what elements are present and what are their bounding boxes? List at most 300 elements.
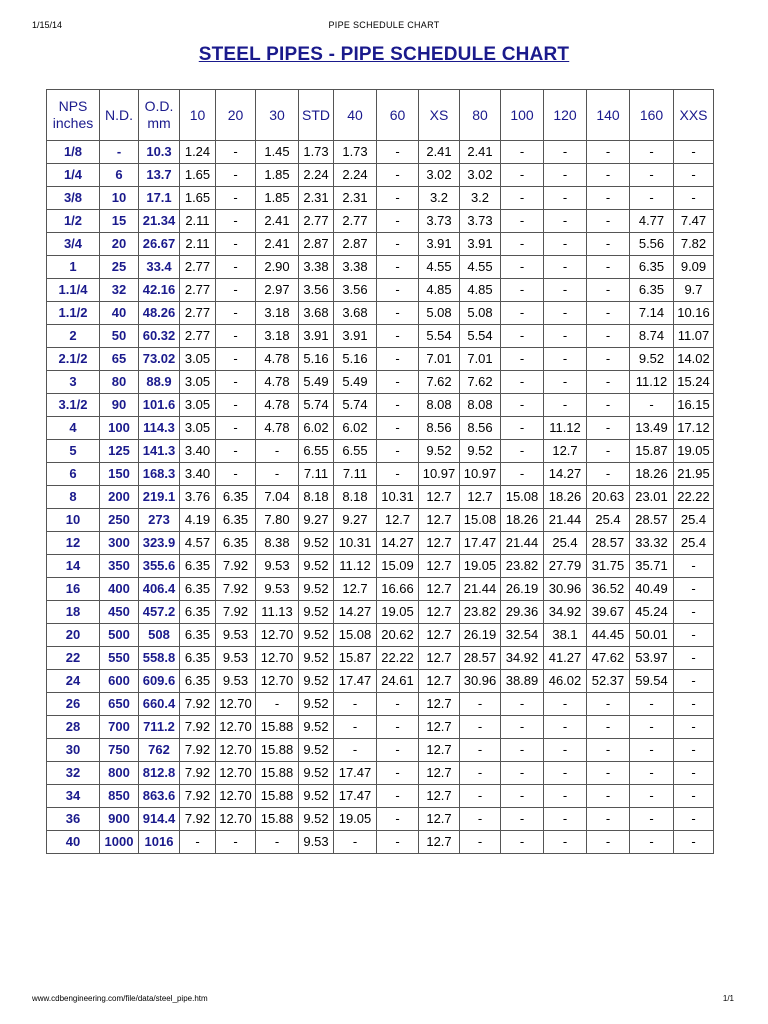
row-key-cell: 700 (100, 716, 139, 739)
table-cell: 4.78 (256, 371, 299, 394)
table-cell: 9.09 (674, 256, 714, 279)
table-cell: 7.92 (180, 785, 216, 808)
column-header: XXS (674, 90, 714, 141)
table-cell: 3.91 (460, 233, 501, 256)
table-cell: - (587, 463, 630, 486)
table-cell: 12.7 (419, 693, 460, 716)
table-cell: - (256, 440, 299, 463)
row-key-cell: 1016 (139, 831, 180, 854)
table-cell: - (377, 693, 419, 716)
print-date: 1/15/14 (32, 20, 63, 30)
table-cell: - (544, 279, 587, 302)
table-cell: 8.08 (419, 394, 460, 417)
table-cell: 25.4 (674, 532, 714, 555)
table-cell: 3.73 (460, 210, 501, 233)
table-cell: 12.7 (419, 486, 460, 509)
table-cell: 12.70 (256, 647, 299, 670)
table-cell: 11.12 (334, 555, 377, 578)
column-header: 120 (544, 90, 587, 141)
table-row (47, 601, 714, 624)
table-cell: - (460, 762, 501, 785)
table-cell: 15.08 (334, 624, 377, 647)
table-cell: 6.35 (216, 486, 256, 509)
table-cell: 12.7 (419, 509, 460, 532)
row-key-cell: 762 (139, 739, 180, 762)
row-key-cell: 10 (100, 187, 139, 210)
table-cell: 25.4 (674, 509, 714, 532)
table-cell: 3.76 (180, 486, 216, 509)
table-cell: 9.52 (460, 440, 501, 463)
table-cell: 12.7 (334, 578, 377, 601)
row-key-cell: 14 (47, 555, 100, 578)
table-cell: - (544, 210, 587, 233)
table-row (47, 187, 714, 210)
table-cell: 28.57 (587, 532, 630, 555)
table-cell: 2.77 (180, 325, 216, 348)
table-cell: - (216, 187, 256, 210)
row-key-cell: 3.1/2 (47, 394, 100, 417)
table-cell: 17.47 (334, 762, 377, 785)
table-cell: - (216, 440, 256, 463)
table-cell: 6.55 (334, 440, 377, 463)
table-cell: 15.88 (256, 762, 299, 785)
table-cell: - (377, 808, 419, 831)
table-cell: 9.52 (630, 348, 674, 371)
table-cell: 9.27 (334, 509, 377, 532)
table-cell: 12.7 (419, 555, 460, 578)
table-cell: 11.12 (630, 371, 674, 394)
table-cell: 34.92 (544, 601, 587, 624)
table-cell: - (377, 785, 419, 808)
row-key-cell: 457.2 (139, 601, 180, 624)
table-cell: - (460, 716, 501, 739)
table-cell: 14.27 (334, 601, 377, 624)
table-header-row (47, 90, 714, 141)
table-cell: 15.88 (256, 716, 299, 739)
table-cell: - (674, 808, 714, 831)
table-cell: 9.53 (256, 555, 299, 578)
table-cell: - (501, 440, 544, 463)
table-cell: - (501, 187, 544, 210)
table-cell: - (544, 233, 587, 256)
table-cell: 6.35 (180, 578, 216, 601)
table-cell: - (377, 279, 419, 302)
footer-url: www.cdbengineering.com/file/data/steel_pipe.htm (32, 994, 208, 1003)
table-cell: 9.53 (216, 624, 256, 647)
table-cell: 12.70 (216, 762, 256, 785)
table-row (47, 302, 714, 325)
table-cell: 7.92 (216, 578, 256, 601)
table-cell: 5.54 (419, 325, 460, 348)
table-cell: - (587, 210, 630, 233)
table-cell: 25.4 (544, 532, 587, 555)
table-cell: - (501, 739, 544, 762)
table-cell: - (630, 394, 674, 417)
table-cell: 9.53 (216, 647, 256, 670)
column-header: 40 (334, 90, 377, 141)
table-cell: 1.85 (256, 187, 299, 210)
table-cell: 4.55 (460, 256, 501, 279)
table-cell: 16.66 (377, 578, 419, 601)
table-cell: - (377, 831, 419, 854)
row-key-cell: 1000 (100, 831, 139, 854)
row-key-cell: 4 (47, 417, 100, 440)
table-cell: 23.01 (630, 486, 674, 509)
table-cell: 17.12 (674, 417, 714, 440)
table-cell: 5.56 (630, 233, 674, 256)
table-cell: 6.02 (299, 417, 334, 440)
table-cell: - (544, 739, 587, 762)
row-key-cell: 40 (100, 302, 139, 325)
table-cell: - (377, 141, 419, 164)
table-cell: 9.27 (299, 509, 334, 532)
table-cell: 7.92 (180, 762, 216, 785)
table-cell: 1.24 (180, 141, 216, 164)
table-cell: - (674, 762, 714, 785)
table-cell: - (501, 256, 544, 279)
table-cell: - (216, 256, 256, 279)
table-row (47, 348, 714, 371)
table-cell: - (587, 739, 630, 762)
table-cell: 4.78 (256, 348, 299, 371)
table-cell: - (587, 348, 630, 371)
table-cell: - (377, 394, 419, 417)
row-key-cell: 3 (47, 371, 100, 394)
row-key-cell: 125 (100, 440, 139, 463)
table-cell: 5.16 (334, 348, 377, 371)
table-cell: 7.62 (460, 371, 501, 394)
table-row (47, 831, 714, 854)
table-cell: 3.2 (460, 187, 501, 210)
table-row (47, 532, 714, 555)
table-cell: 45.24 (630, 601, 674, 624)
table-cell: 15.24 (674, 371, 714, 394)
table-cell: 9.53 (299, 831, 334, 854)
row-key-cell: 3/8 (47, 187, 100, 210)
row-key-cell: 300 (100, 532, 139, 555)
table-cell: - (674, 716, 714, 739)
table-cell: 7.01 (460, 348, 501, 371)
table-cell: - (674, 187, 714, 210)
table-cell: 6.35 (180, 647, 216, 670)
table-cell: 3.91 (299, 325, 334, 348)
table-cell: - (544, 693, 587, 716)
table-row (47, 371, 714, 394)
table-cell: 2.77 (334, 210, 377, 233)
row-key-cell: 812.8 (139, 762, 180, 785)
table-cell: 7.92 (180, 808, 216, 831)
table-row (47, 762, 714, 785)
row-key-cell: 800 (100, 762, 139, 785)
table-cell: 32.54 (501, 624, 544, 647)
table-cell: 12.70 (216, 693, 256, 716)
row-key-cell: 32 (100, 279, 139, 302)
table-row (47, 256, 714, 279)
row-key-cell: 101.6 (139, 394, 180, 417)
table-cell: 7.47 (674, 210, 714, 233)
table-cell: 3.05 (180, 417, 216, 440)
table-cell: - (587, 187, 630, 210)
table-cell: 9.52 (299, 532, 334, 555)
table-cell: - (501, 210, 544, 233)
table-cell: 2.41 (460, 141, 501, 164)
table-row (47, 394, 714, 417)
table-cell: 10.31 (334, 532, 377, 555)
table-cell: - (216, 831, 256, 854)
row-key-cell: 28 (47, 716, 100, 739)
table-row (47, 808, 714, 831)
table-cell: 3.56 (334, 279, 377, 302)
table-cell: 7.80 (256, 509, 299, 532)
table-cell: - (674, 601, 714, 624)
table-cell: 19.05 (334, 808, 377, 831)
table-cell: 53.97 (630, 647, 674, 670)
table-cell: - (674, 831, 714, 854)
table-cell: 21.95 (674, 463, 714, 486)
table-cell: 59.54 (630, 670, 674, 693)
table-cell: 5.74 (299, 394, 334, 417)
row-key-cell: 33.4 (139, 256, 180, 279)
table-cell: 9.53 (256, 578, 299, 601)
table-cell: - (501, 762, 544, 785)
table-cell: 52.37 (587, 670, 630, 693)
table-cell: - (460, 693, 501, 716)
row-key-cell: 1/2 (47, 210, 100, 233)
table-cell: 46.02 (544, 670, 587, 693)
table-cell: 2.24 (334, 164, 377, 187)
table-cell: - (377, 417, 419, 440)
table-cell: - (630, 762, 674, 785)
table-cell: - (216, 417, 256, 440)
table-cell: - (216, 394, 256, 417)
table-cell: 6.35 (180, 555, 216, 578)
table-cell: 6.35 (216, 509, 256, 532)
table-cell: - (216, 233, 256, 256)
table-cell: 12.70 (216, 808, 256, 831)
table-cell: 8.74 (630, 325, 674, 348)
table-row (47, 624, 714, 647)
table-cell: 2.87 (299, 233, 334, 256)
row-key-cell: 26.67 (139, 233, 180, 256)
table-cell: - (334, 716, 377, 739)
table-cell: - (587, 302, 630, 325)
table-cell: - (377, 164, 419, 187)
table-cell: - (501, 417, 544, 440)
table-cell: - (630, 141, 674, 164)
table-row (47, 647, 714, 670)
table-cell: 38.1 (544, 624, 587, 647)
table-cell: 2.31 (334, 187, 377, 210)
table-cell: 12.7 (419, 601, 460, 624)
table-cell: 12.7 (419, 831, 460, 854)
table-cell: 9.52 (299, 716, 334, 739)
table-cell: - (587, 279, 630, 302)
row-key-cell: 20 (100, 233, 139, 256)
table-cell: 1.73 (299, 141, 334, 164)
table-cell: - (587, 716, 630, 739)
table-row (47, 325, 714, 348)
table-cell: 5.49 (299, 371, 334, 394)
print-header-title: PIPE SCHEDULE CHART (328, 20, 440, 30)
table-cell: 2.90 (256, 256, 299, 279)
row-key-cell: 1/4 (47, 164, 100, 187)
table-cell: - (501, 716, 544, 739)
table-cell: 22.22 (377, 647, 419, 670)
table-cell: 12.7 (377, 509, 419, 532)
table-cell: 4.57 (180, 532, 216, 555)
column-header: 20 (216, 90, 256, 141)
table-cell: 3.40 (180, 463, 216, 486)
row-key-cell: 1 (47, 256, 100, 279)
table-cell: 3.38 (334, 256, 377, 279)
table-cell: 15.88 (256, 739, 299, 762)
table-cell: 2.11 (180, 210, 216, 233)
table-cell: 1.65 (180, 164, 216, 187)
table-cell: - (377, 302, 419, 325)
table-cell: 31.75 (587, 555, 630, 578)
table-cell: - (587, 325, 630, 348)
table-cell: 4.78 (256, 394, 299, 417)
column-header: 80 (460, 90, 501, 141)
table-cell: 7.62 (419, 371, 460, 394)
pipe-schedule-table (46, 89, 714, 854)
row-key-cell: 12 (47, 532, 100, 555)
row-key-cell: 250 (100, 509, 139, 532)
row-key-cell: 10.3 (139, 141, 180, 164)
table-cell: - (377, 210, 419, 233)
table-cell: - (544, 302, 587, 325)
row-key-cell: 88.9 (139, 371, 180, 394)
row-key-cell: 24 (47, 670, 100, 693)
table-cell: - (544, 141, 587, 164)
table-cell: 27.79 (544, 555, 587, 578)
table-cell: 4.85 (460, 279, 501, 302)
table-cell: 15.87 (334, 647, 377, 670)
table-cell: 2.77 (180, 279, 216, 302)
row-key-cell: 200 (100, 486, 139, 509)
column-header: 30 (256, 90, 299, 141)
table-cell: 12.7 (419, 647, 460, 670)
table-cell: 7.11 (334, 463, 377, 486)
table-cell: - (501, 348, 544, 371)
row-key-cell: 60.32 (139, 325, 180, 348)
table-cell: 2.97 (256, 279, 299, 302)
row-key-cell: 141.3 (139, 440, 180, 463)
table-cell: 8.38 (256, 532, 299, 555)
table-cell: 9.52 (299, 555, 334, 578)
table-cell: - (544, 371, 587, 394)
row-key-cell: 25 (100, 256, 139, 279)
table-cell: - (377, 371, 419, 394)
table-cell: 8.56 (460, 417, 501, 440)
table-cell: 19.05 (460, 555, 501, 578)
table-cell: - (501, 785, 544, 808)
table-cell: - (587, 440, 630, 463)
table-cell: 11.07 (674, 325, 714, 348)
table-cell: 15.08 (501, 486, 544, 509)
row-key-cell: 323.9 (139, 532, 180, 555)
table-cell: 5.54 (460, 325, 501, 348)
column-header: XS (419, 90, 460, 141)
table-cell: - (630, 716, 674, 739)
table-cell: 29.36 (501, 601, 544, 624)
table-row (47, 210, 714, 233)
table-row (47, 693, 714, 716)
table-cell: - (630, 808, 674, 831)
table-cell: 23.82 (501, 555, 544, 578)
table-cell: 18.26 (501, 509, 544, 532)
table-cell: 7.92 (216, 555, 256, 578)
table-cell: - (334, 693, 377, 716)
row-key-cell: 273 (139, 509, 180, 532)
table-cell: - (544, 187, 587, 210)
table-cell: - (377, 256, 419, 279)
table-cell: 3.73 (419, 210, 460, 233)
table-cell: 3.2 (419, 187, 460, 210)
table-cell: 6.35 (630, 279, 674, 302)
table-cell: 2.77 (180, 256, 216, 279)
table-cell: 9.52 (299, 647, 334, 670)
table-cell: - (544, 785, 587, 808)
table-cell: 12.7 (419, 532, 460, 555)
table-row (47, 578, 714, 601)
row-key-cell: 750 (100, 739, 139, 762)
table-cell: - (501, 164, 544, 187)
row-key-cell: 550 (100, 647, 139, 670)
table-cell: 7.92 (180, 693, 216, 716)
table-cell: - (501, 808, 544, 831)
table-cell: 33.32 (630, 532, 674, 555)
table-cell: - (377, 187, 419, 210)
table-row (47, 486, 714, 509)
table-cell: 2.41 (256, 210, 299, 233)
table-cell: 3.05 (180, 348, 216, 371)
table-cell: - (587, 417, 630, 440)
row-key-cell: 100 (100, 417, 139, 440)
table-cell: - (544, 808, 587, 831)
table-cell: 10.16 (674, 302, 714, 325)
table-cell: 38.89 (501, 670, 544, 693)
table-cell: - (587, 141, 630, 164)
table-cell: - (544, 394, 587, 417)
table-cell: 30.96 (460, 670, 501, 693)
column-header: 100 (501, 90, 544, 141)
table-cell: 6.55 (299, 440, 334, 463)
table-cell: - (377, 739, 419, 762)
table-cell: - (460, 739, 501, 762)
table-cell: 9.52 (299, 762, 334, 785)
table-cell: 19.05 (674, 440, 714, 463)
table-cell: - (674, 693, 714, 716)
table-cell: 28.57 (630, 509, 674, 532)
table-cell: 15.88 (256, 785, 299, 808)
table-cell: 21.44 (501, 532, 544, 555)
table-cell: 7.92 (180, 739, 216, 762)
row-key-cell: 1/8 (47, 141, 100, 164)
page-title: STEEL PIPES - PIPE SCHEDULE CHART (198, 44, 570, 65)
table-cell: - (674, 555, 714, 578)
table-cell: 5.16 (299, 348, 334, 371)
table-cell: - (674, 578, 714, 601)
table-cell: - (216, 325, 256, 348)
column-header: N.D. (100, 90, 139, 141)
table-cell: - (256, 693, 299, 716)
row-key-cell: 600 (100, 670, 139, 693)
row-key-cell: 42.16 (139, 279, 180, 302)
table-cell: 9.52 (299, 785, 334, 808)
table-cell: 10.97 (419, 463, 460, 486)
row-key-cell: 6 (47, 463, 100, 486)
